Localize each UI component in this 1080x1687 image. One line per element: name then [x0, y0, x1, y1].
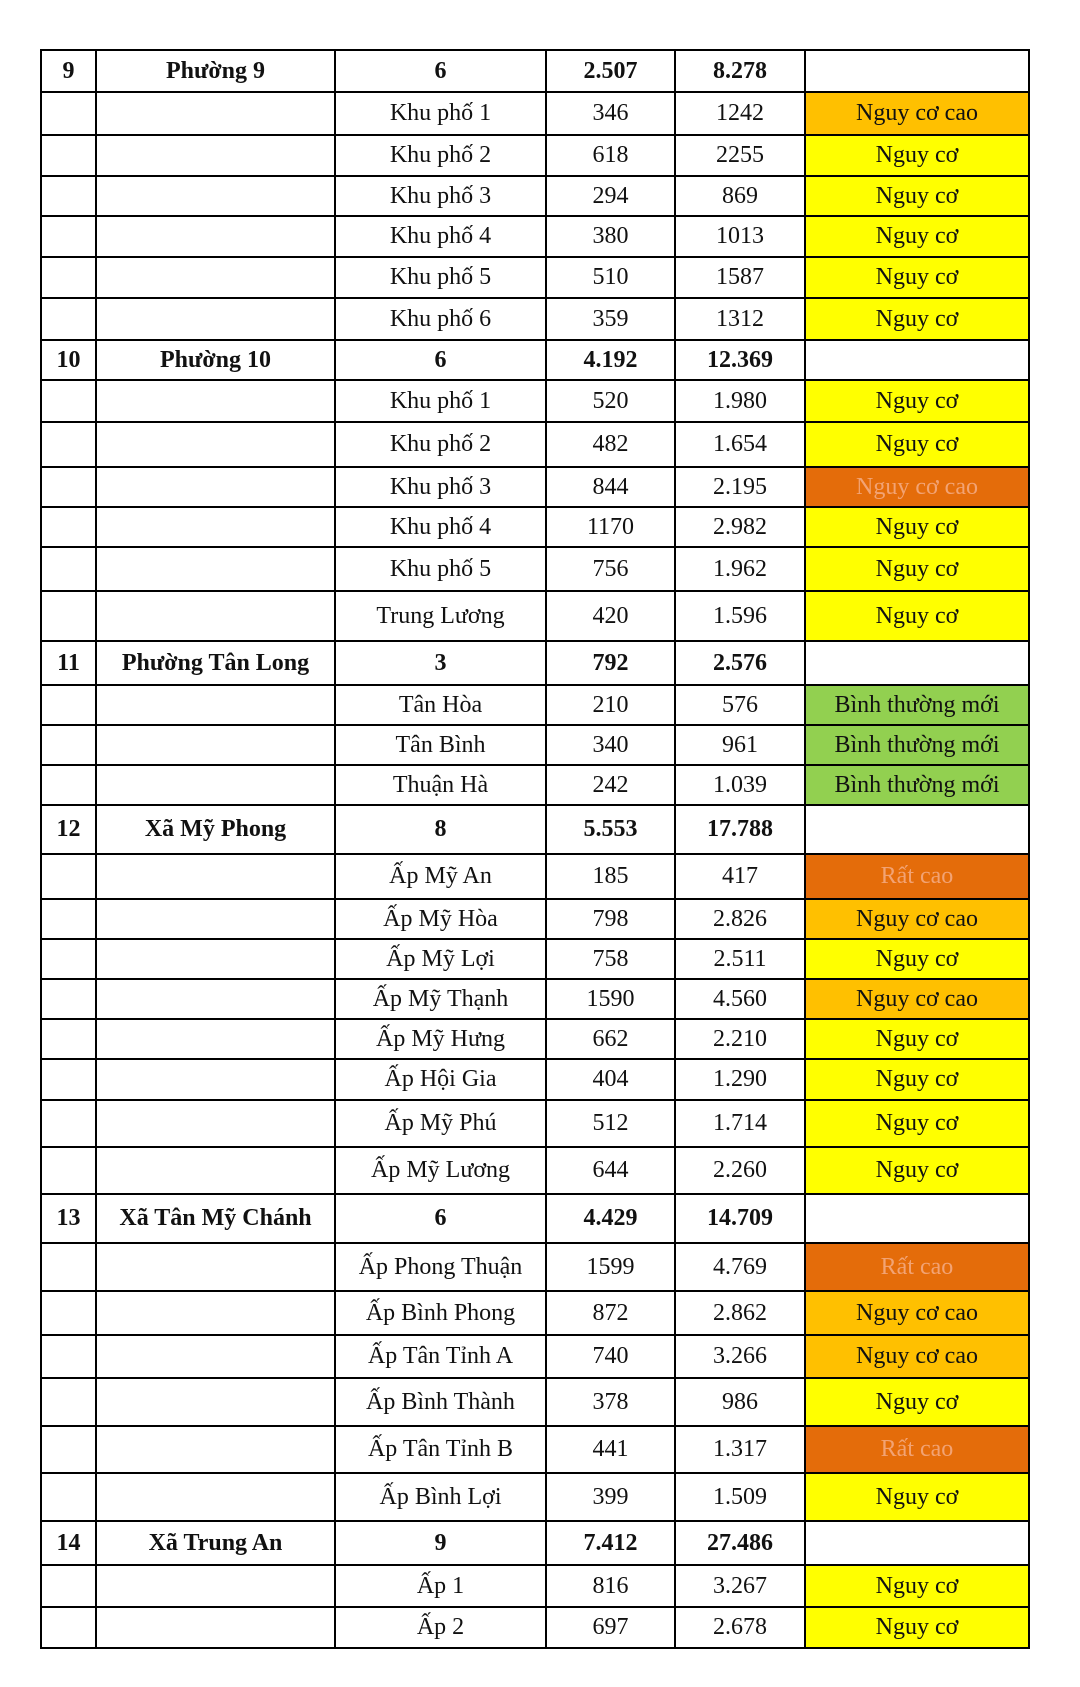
table-row	[41, 591, 1029, 641]
households-cell: 662	[546, 1019, 675, 1059]
households-cell: 441	[546, 1426, 675, 1473]
stt-cell: 10	[41, 340, 96, 380]
households-cell: 758	[546, 939, 675, 979]
ward-row	[41, 1521, 1029, 1565]
ward-row	[41, 641, 1029, 685]
people-cell: 1587	[675, 257, 805, 298]
unit-cell: Ấp Bình Lợi	[335, 1473, 546, 1521]
stt-cell	[41, 1059, 96, 1100]
unit-cell: Ấp 1	[335, 1565, 546, 1607]
people-cell: 1.962	[675, 547, 805, 591]
households-cell: 404	[546, 1059, 675, 1100]
status-cell	[805, 805, 1029, 854]
name-cell	[96, 1059, 335, 1100]
people-cell: 1312	[675, 298, 805, 340]
status-cell: Nguy cơ	[805, 1607, 1029, 1648]
people-cell: 576	[675, 685, 805, 725]
status-cell: Rất cao	[805, 854, 1029, 899]
stt-cell	[41, 1378, 96, 1426]
households-cell: 1599	[546, 1243, 675, 1291]
households-cell: 844	[546, 467, 675, 507]
households-cell: 644	[546, 1147, 675, 1194]
households-cell: 872	[546, 1291, 675, 1335]
unit-cell: Khu phố 6	[335, 298, 546, 340]
status-cell: Nguy cơ cao	[805, 92, 1029, 135]
status-cell: Nguy cơ	[805, 1565, 1029, 1607]
stt-cell	[41, 939, 96, 979]
status-cell: Nguy cơ	[805, 507, 1029, 547]
households-cell: 618	[546, 135, 675, 176]
name-cell	[96, 257, 335, 298]
unit-cell: Khu phố 5	[335, 257, 546, 298]
table-row	[41, 257, 1029, 298]
households-cell: 482	[546, 422, 675, 467]
people-cell: 2.511	[675, 939, 805, 979]
status-cell: Nguy cơ cao	[805, 1291, 1029, 1335]
people-cell: 8.278	[675, 50, 805, 92]
people-cell: 3.266	[675, 1335, 805, 1378]
name-cell	[96, 92, 335, 135]
people-cell: 2255	[675, 135, 805, 176]
households-cell: 420	[546, 591, 675, 641]
stt-cell	[41, 92, 96, 135]
people-cell: 986	[675, 1378, 805, 1426]
status-cell: Nguy cơ	[805, 1378, 1029, 1426]
stt-cell: 12	[41, 805, 96, 854]
households-cell: 7.412	[546, 1521, 675, 1565]
unit-cell: Ấp Mỹ Lương	[335, 1147, 546, 1194]
table-row	[41, 939, 1029, 979]
stt-cell: 11	[41, 641, 96, 685]
people-cell: 1242	[675, 92, 805, 135]
households-cell: 510	[546, 257, 675, 298]
people-cell: 2.210	[675, 1019, 805, 1059]
name-cell	[96, 422, 335, 467]
people-cell: 14.709	[675, 1194, 805, 1243]
status-cell	[805, 1194, 1029, 1243]
people-cell: 3.267	[675, 1565, 805, 1607]
unit-cell: Ấp Mỹ Thạnh	[335, 979, 546, 1019]
name-cell	[96, 854, 335, 899]
name-cell	[96, 591, 335, 641]
status-cell: Nguy cơ	[805, 591, 1029, 641]
status-cell: Nguy cơ	[805, 176, 1029, 216]
households-cell: 1590	[546, 979, 675, 1019]
stt-cell	[41, 765, 96, 805]
households-cell: 210	[546, 685, 675, 725]
name-cell: Xã Tân Mỹ Chánh	[96, 1194, 335, 1243]
name-cell	[96, 685, 335, 725]
status-cell	[805, 641, 1029, 685]
households-cell: 399	[546, 1473, 675, 1521]
table-row	[41, 685, 1029, 725]
people-cell: 961	[675, 725, 805, 765]
people-cell: 2.826	[675, 899, 805, 939]
status-cell: Nguy cơ	[805, 1019, 1029, 1059]
stt-cell	[41, 1335, 96, 1378]
households-cell: 512	[546, 1100, 675, 1147]
households-cell: 185	[546, 854, 675, 899]
stt-cell	[41, 1607, 96, 1648]
unit-cell: 6	[335, 340, 546, 380]
name-cell	[96, 380, 335, 422]
name-cell	[96, 467, 335, 507]
stt-cell	[41, 135, 96, 176]
status-cell: Bình thường mới	[805, 765, 1029, 805]
name-cell	[96, 1291, 335, 1335]
unit-cell: Ấp Tân Tỉnh B	[335, 1426, 546, 1473]
stt-cell	[41, 507, 96, 547]
table-row	[41, 1059, 1029, 1100]
stt-cell	[41, 380, 96, 422]
table-body	[41, 50, 1029, 1648]
table-row	[41, 1243, 1029, 1291]
households-cell: 1170	[546, 507, 675, 547]
name-cell	[96, 1019, 335, 1059]
status-cell: Nguy cơ	[805, 422, 1029, 467]
status-cell: Nguy cơ	[805, 939, 1029, 979]
table-row	[41, 507, 1029, 547]
unit-cell: Khu phố 2	[335, 135, 546, 176]
people-cell: 1.317	[675, 1426, 805, 1473]
people-cell: 4.560	[675, 979, 805, 1019]
people-cell: 417	[675, 854, 805, 899]
households-cell: 520	[546, 380, 675, 422]
name-cell	[96, 1565, 335, 1607]
name-cell	[96, 979, 335, 1019]
table-row	[41, 92, 1029, 135]
people-cell: 2.576	[675, 641, 805, 685]
name-cell	[96, 1607, 335, 1648]
name-cell	[96, 547, 335, 591]
name-cell	[96, 1147, 335, 1194]
status-cell: Nguy cơ	[805, 1059, 1029, 1100]
status-cell: Nguy cơ	[805, 135, 1029, 176]
unit-cell: Khu phố 5	[335, 547, 546, 591]
households-cell: 756	[546, 547, 675, 591]
stt-cell	[41, 1291, 96, 1335]
name-cell	[96, 725, 335, 765]
stt-cell	[41, 257, 96, 298]
table-row	[41, 298, 1029, 340]
unit-cell: 9	[335, 1521, 546, 1565]
people-cell: 1.714	[675, 1100, 805, 1147]
table-row	[41, 979, 1029, 1019]
table-row	[41, 1019, 1029, 1059]
table-row	[41, 1607, 1029, 1648]
stt-cell	[41, 1426, 96, 1473]
unit-cell: Ấp Mỹ Phú	[335, 1100, 546, 1147]
households-cell: 792	[546, 641, 675, 685]
table-row	[41, 1147, 1029, 1194]
ward-row	[41, 340, 1029, 380]
status-cell	[805, 340, 1029, 380]
unit-cell: Ấp Bình Phong	[335, 1291, 546, 1335]
unit-cell: Khu phố 4	[335, 507, 546, 547]
stt-cell	[41, 547, 96, 591]
name-cell: Phường Tân Long	[96, 641, 335, 685]
people-cell: 2.982	[675, 507, 805, 547]
stt-cell: 9	[41, 50, 96, 92]
table-row	[41, 1291, 1029, 1335]
stt-cell	[41, 979, 96, 1019]
name-cell: Xã Mỹ Phong	[96, 805, 335, 854]
unit-cell: Ấp Mỹ Lợi	[335, 939, 546, 979]
name-cell	[96, 135, 335, 176]
unit-cell: Khu phố 4	[335, 216, 546, 257]
unit-cell: Khu phố 3	[335, 467, 546, 507]
households-cell: 798	[546, 899, 675, 939]
stt-cell	[41, 1147, 96, 1194]
unit-cell: 6	[335, 1194, 546, 1243]
table-row	[41, 422, 1029, 467]
people-cell: 2.260	[675, 1147, 805, 1194]
ward-row	[41, 1194, 1029, 1243]
stt-cell	[41, 854, 96, 899]
stt-cell	[41, 725, 96, 765]
households-cell: 5.553	[546, 805, 675, 854]
stt-cell	[41, 422, 96, 467]
people-cell: 4.769	[675, 1243, 805, 1291]
status-cell: Nguy cơ	[805, 1147, 1029, 1194]
people-cell: 27.486	[675, 1521, 805, 1565]
table-row	[41, 176, 1029, 216]
stt-cell	[41, 216, 96, 257]
name-cell	[96, 1243, 335, 1291]
status-cell: Nguy cơ cao	[805, 467, 1029, 507]
stt-cell	[41, 899, 96, 939]
table-row	[41, 1378, 1029, 1426]
unit-cell: Thuận Hà	[335, 765, 546, 805]
people-cell: 869	[675, 176, 805, 216]
status-cell: Rất cao	[805, 1426, 1029, 1473]
unit-cell: Tân Hòa	[335, 685, 546, 725]
table-row	[41, 380, 1029, 422]
households-cell: 697	[546, 1607, 675, 1648]
name-cell: Phường 10	[96, 340, 335, 380]
status-cell: Bình thường mới	[805, 725, 1029, 765]
stt-cell	[41, 1019, 96, 1059]
stt-cell	[41, 1565, 96, 1607]
name-cell	[96, 1378, 335, 1426]
households-cell: 380	[546, 216, 675, 257]
table-row	[41, 1100, 1029, 1147]
status-cell	[805, 1521, 1029, 1565]
unit-cell: Ấp 2	[335, 1607, 546, 1648]
households-cell: 4.192	[546, 340, 675, 380]
table-row	[41, 899, 1029, 939]
status-cell: Nguy cơ	[805, 216, 1029, 257]
households-cell: 346	[546, 92, 675, 135]
stt-cell	[41, 1473, 96, 1521]
table-row	[41, 135, 1029, 176]
table-row	[41, 1565, 1029, 1607]
name-cell: Xã Trung An	[96, 1521, 335, 1565]
stt-cell	[41, 685, 96, 725]
unit-cell: Khu phố 2	[335, 422, 546, 467]
unit-cell: Khu phố 3	[335, 176, 546, 216]
table-row	[41, 854, 1029, 899]
unit-cell: Ấp Mỹ Hòa	[335, 899, 546, 939]
people-cell: 1.290	[675, 1059, 805, 1100]
status-cell: Nguy cơ	[805, 1100, 1029, 1147]
unit-cell: Ấp Mỹ An	[335, 854, 546, 899]
unit-cell: 3	[335, 641, 546, 685]
unit-cell: Ấp Bình Thành	[335, 1378, 546, 1426]
unit-cell: Trung Lương	[335, 591, 546, 641]
stt-cell: 14	[41, 1521, 96, 1565]
stt-cell	[41, 591, 96, 641]
stt-cell	[41, 298, 96, 340]
people-cell: 1.980	[675, 380, 805, 422]
stt-cell: 13	[41, 1194, 96, 1243]
table-row	[41, 547, 1029, 591]
status-cell: Nguy cơ	[805, 547, 1029, 591]
name-cell	[96, 298, 335, 340]
households-cell: 740	[546, 1335, 675, 1378]
status-cell: Bình thường mới	[805, 685, 1029, 725]
table-row	[41, 725, 1029, 765]
households-cell: 359	[546, 298, 675, 340]
name-cell	[96, 1473, 335, 1521]
table-row	[41, 1426, 1029, 1473]
unit-cell: Khu phố 1	[335, 380, 546, 422]
name-cell	[96, 1100, 335, 1147]
table-row	[41, 1335, 1029, 1378]
stt-cell	[41, 176, 96, 216]
unit-cell: Tân Bình	[335, 725, 546, 765]
status-cell: Nguy cơ cao	[805, 979, 1029, 1019]
unit-cell: Ấp Phong Thuận	[335, 1243, 546, 1291]
people-cell: 1.654	[675, 422, 805, 467]
households-cell: 2.507	[546, 50, 675, 92]
stt-cell	[41, 1243, 96, 1291]
unit-cell: Ấp Mỹ Hưng	[335, 1019, 546, 1059]
ward-row	[41, 50, 1029, 92]
status-cell	[805, 50, 1029, 92]
name-cell: Phường 9	[96, 50, 335, 92]
name-cell	[96, 176, 335, 216]
stt-cell	[41, 467, 96, 507]
status-cell: Nguy cơ cao	[805, 899, 1029, 939]
households-cell: 294	[546, 176, 675, 216]
households-cell: 4.429	[546, 1194, 675, 1243]
data-table	[40, 49, 1030, 1649]
stt-cell	[41, 1100, 96, 1147]
people-cell: 2.195	[675, 467, 805, 507]
households-cell: 242	[546, 765, 675, 805]
people-cell: 1.039	[675, 765, 805, 805]
name-cell	[96, 899, 335, 939]
status-cell: Nguy cơ	[805, 380, 1029, 422]
table-row	[41, 467, 1029, 507]
table-row	[41, 765, 1029, 805]
unit-cell: Ấp Hội Gia	[335, 1059, 546, 1100]
status-cell: Nguy cơ	[805, 298, 1029, 340]
status-cell: Nguy cơ cao	[805, 1335, 1029, 1378]
status-cell: Nguy cơ	[805, 1473, 1029, 1521]
households-cell: 816	[546, 1565, 675, 1607]
households-cell: 378	[546, 1378, 675, 1426]
name-cell	[96, 1426, 335, 1473]
name-cell	[96, 216, 335, 257]
status-cell: Nguy cơ	[805, 257, 1029, 298]
ward-row	[41, 805, 1029, 854]
name-cell	[96, 939, 335, 979]
households-cell: 340	[546, 725, 675, 765]
unit-cell: 8	[335, 805, 546, 854]
people-cell: 17.788	[675, 805, 805, 854]
people-cell: 1.596	[675, 591, 805, 641]
name-cell	[96, 507, 335, 547]
people-cell: 1.509	[675, 1473, 805, 1521]
table-row	[41, 216, 1029, 257]
status-cell: Rất cao	[805, 1243, 1029, 1291]
unit-cell: 6	[335, 50, 546, 92]
people-cell: 2.678	[675, 1607, 805, 1648]
table-row	[41, 1473, 1029, 1521]
people-cell: 1013	[675, 216, 805, 257]
name-cell	[96, 1335, 335, 1378]
unit-cell: Khu phố 1	[335, 92, 546, 135]
unit-cell: Ấp Tân Tỉnh A	[335, 1335, 546, 1378]
people-cell: 12.369	[675, 340, 805, 380]
name-cell	[96, 765, 335, 805]
people-cell: 2.862	[675, 1291, 805, 1335]
